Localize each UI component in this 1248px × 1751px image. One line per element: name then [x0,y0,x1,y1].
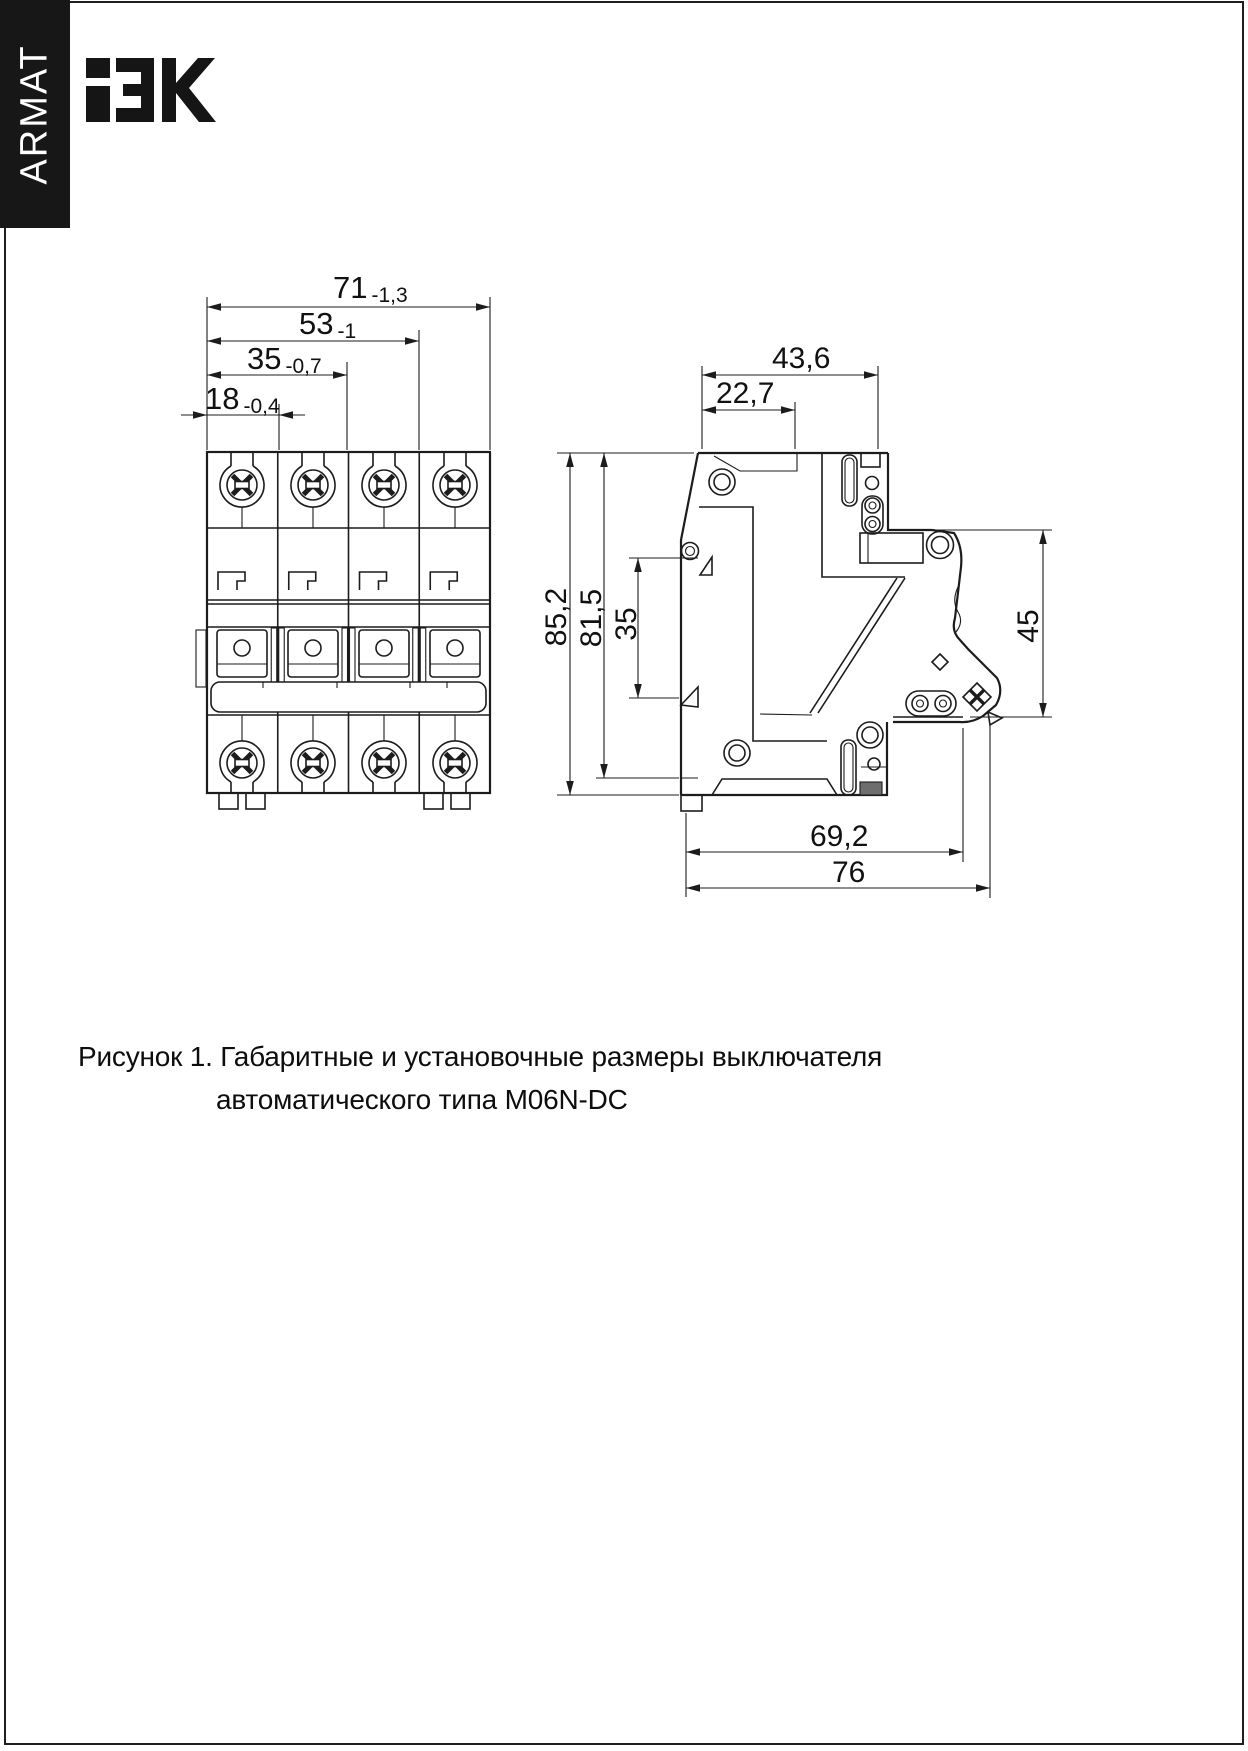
dim-label-width-total: 71 -1,3 [333,270,408,307]
dim-label-depth-bottom: 69,2 [810,820,869,853]
dim-label-terminal-zone: 45 [1012,609,1045,643]
dim-label-width-1pole: 18 -0,4 [205,381,280,418]
banner-text: ARMAT [13,43,56,185]
dim-label-depth-top-front: 22,7 [716,377,775,410]
dim-label-depth-bottom-total: 76 [832,856,866,889]
front-view [181,297,490,809]
caption-line-2: автоматического типа M06N-DC [216,1084,628,1115]
dim-label-depth-top-total: 43,6 [772,342,831,375]
dim-label-height-body: 81,5 [575,588,608,648]
dim-label-width-3pole: 53 -1 [299,306,357,343]
dim-label-din-recess: 35 [610,607,643,641]
caption-line-1: Рисунок 1. Габаритные и установочные размеры выключателя [78,1041,883,1072]
figure-caption [78,1035,882,1121]
dim-label-width-2pole: 35 -0,7 [247,341,322,378]
dim-label-height-total: 85,2 [540,587,573,647]
